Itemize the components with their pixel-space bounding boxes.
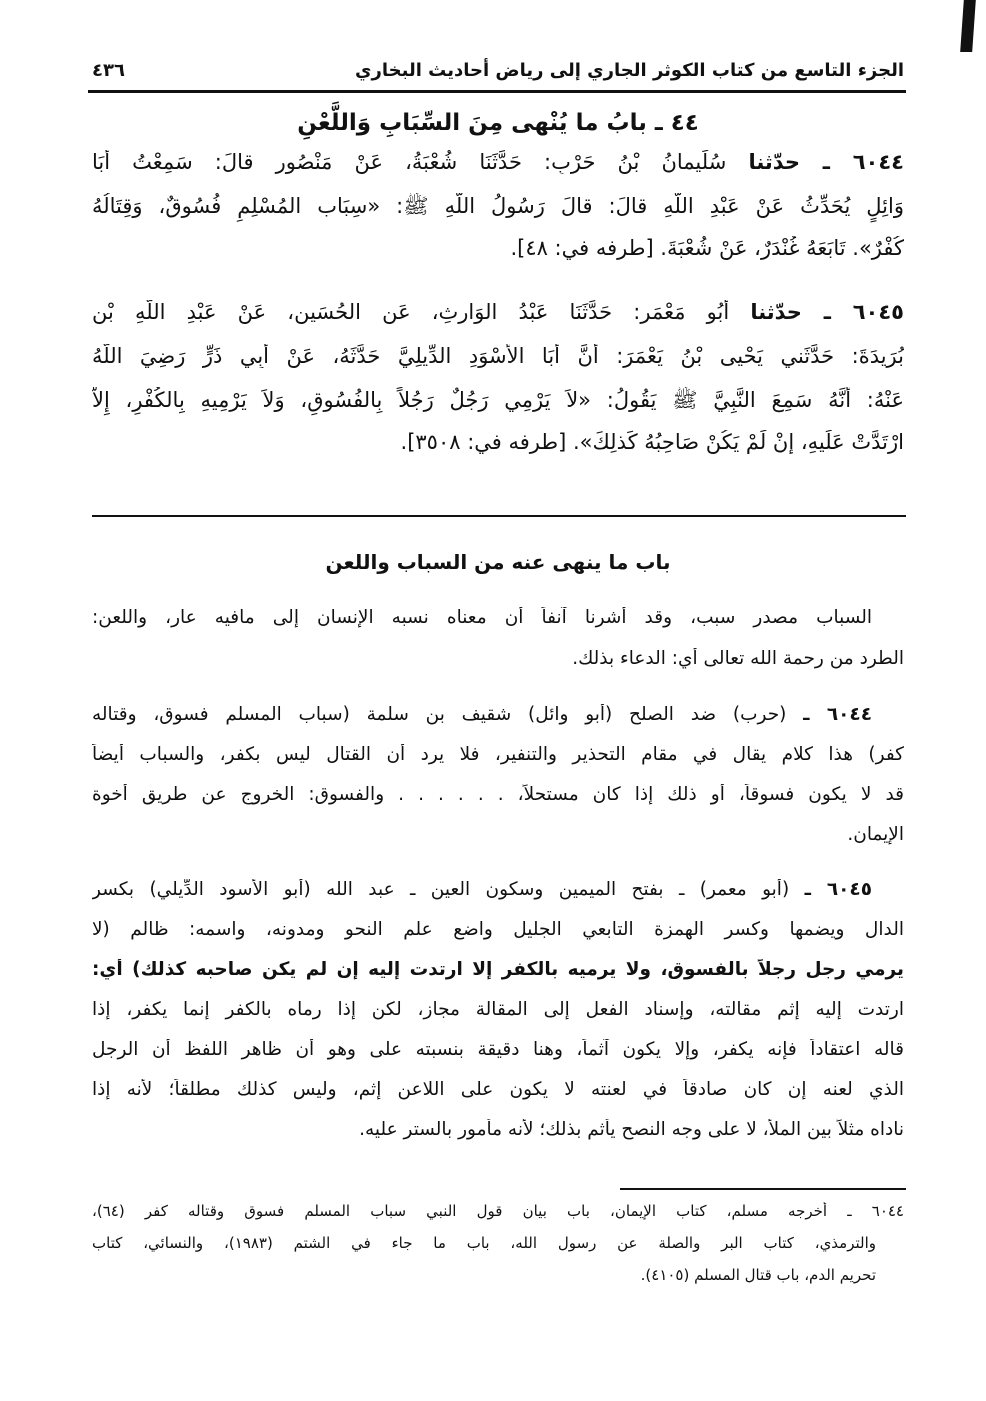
hadith-text: سُلَيمانُ بْنُ حَرْبٍ: حَدَّثَنَا شُعْبَةُ، عَنْ مَنْصُورٍ قالَ: سَمِعْتُ أَبَا xyxy=(92,150,727,174)
hadith-number: ٦٠٤٤ ـ حدّثنا xyxy=(748,150,904,174)
section-divider xyxy=(92,515,906,517)
commentary-number: ٦٠٤٤ ـ xyxy=(803,704,872,725)
commentary-6045-line-5: قاله اعتقاداً فإنه يكفر، وإلا يكون آثماً، وهنا دقيقة بنسبته على وهو أن ظاهر اللفظ أن الرجل xyxy=(92,1039,904,1060)
hadith-number: ٦٠٤٥ ـ حدّثنا xyxy=(750,300,904,324)
footnote-line-1: ٦٠٤٤ ـ أخرجه مسلم، كتاب الإيمان، باب بيان قول النبي سباب المسلم فسوق وقتاله كفر (٦٤)، xyxy=(92,1202,904,1220)
hadith-6044-line-1 xyxy=(92,150,904,174)
footnote-rule xyxy=(620,1188,906,1190)
footnote-line-3: تحريم الدم، باب قتال المسلم (٤١٠٥). xyxy=(640,1266,876,1284)
commentary-intro-line-2: الطرد من رحمة الله تعالى أي: الدعاء بذلك. xyxy=(572,648,904,669)
hadith-6045-line-1 xyxy=(92,300,904,324)
hadith-6045-line-4: ارْتَدَّتْ عَلَيهِ، إِنْ لَمْ يَكُنْ صَاحِبُهُ كَذلِكَ». [طرفه في: ٣٥٠٨]. xyxy=(400,430,904,454)
commentary-6045-line-3: يرمي رجل رجلاً بالفسوق، ولا يرميه بالكفر إلا ارتدت إليه إن لم يكن صاحبه كذلك) أي: xyxy=(92,959,904,980)
hadith-6044-line-3: كُفْرٌ». تَابَعَهُ غُنْدَرٌ، عَنْ شُعْبَةَ. [طرفه في: ٤٨]. xyxy=(510,236,904,260)
commentary-text: (أبو معمر) ـ بفتح الميمين وسكون العين ـ عبد الله (أبو الأسود الدِّيلي) بكسر xyxy=(92,879,790,900)
commentary-number: ٦٠٤٥ ـ xyxy=(804,879,872,900)
page-number: ٤٣٦ xyxy=(92,60,125,81)
chapter-title: ٤٤ ـ بابُ ما يُنْهى مِنَ السِّبَابِ وَاللَّعْنِ xyxy=(297,110,699,136)
commentary-6044-line-1 xyxy=(92,704,872,725)
commentary-6045-line-2: الدال ويضمها وكسر الهمزة التابعي الجليل واضع علم النحو ومدونه، واسمه: ظالم (لا xyxy=(92,919,904,940)
commentary-6045-line-1 xyxy=(92,879,872,900)
commentary-6044-line-3: قد لا يكون فسوقاً، أو ذلك إذا كان مستحلاً، . . . . . . والفسوق: الخروج عن طريق أخوة xyxy=(92,784,904,805)
commentary-text: (حرب) ضد الصلح (أبو وائل) شقيف بن سلمة (سباب المسلم فسوق، وقتاله xyxy=(92,704,787,725)
commentary-6044-line-4: الإيمان. xyxy=(847,824,904,845)
scan-artifact-mark xyxy=(960,0,976,52)
header-rule xyxy=(88,90,906,93)
hadith-6044-line-2: وَائِلٍ يُحَدِّثُ عَنْ عَبْدِ اللّهِ قالَ: قالَ رَسُولُ اللّهِ ﷺ: «سِبَاب المُسْلِمِ فُسُوقٌ، وَقِتَالُهُ xyxy=(92,194,904,218)
hadith-text: أَبُو مَعْمَرٍ: حَدَّثَنَا عَبْدُ الوَارِثِ، عَنِ الحُسَينِ، عَنْ عَبْدِ اللّهِ بْنِ xyxy=(92,300,730,324)
commentary-6044-line-2: كفر) هذا كلام يقال في مقام التحذير والتنفير، فلا يرد أن القتال ليس بكفر، والسباب أيضاً xyxy=(92,744,904,765)
commentary-6045-line-7: ناداه مثلاً بين الملأ، لا على وجه النصح يأثم بذلك؛ لأنه مأمور بالستر عليه. xyxy=(359,1119,904,1140)
hadith-6045-line-3: عَنْهُ: أَنَّهُ سَمِعَ النَّبِيَّ ﷺ يَقُولُ: «لاَ يَرْمِي رَجُلٌ رَجُلاً بِالفُسُوقِ، وَلاَ يَرْمِيهِ بِالكُفْرِ، إِلاَّ xyxy=(92,388,904,412)
commentary-6045-line-4: ارتدت إليه إثم مقالته، وإسناد الفعل إلى المقالة مجاز، لكن إذا رماه بالكفر إنما يكفر، إذا xyxy=(92,999,904,1020)
footnote-line-2: والترمذي، كتاب البر والصلة عن رسول الله، باب ما جاء في الشتم (١٩٨٣)، والنسائي، كتاب xyxy=(92,1234,876,1252)
commentary-title: باب ما ينهى عنه من السباب واللعن xyxy=(325,550,671,574)
commentary-intro-line-1: السباب مصدر سبب، وقد أشرنا آنفاً أن معناه نسبه الإنسان إلى مافيه عار، واللعن: xyxy=(92,607,872,628)
running-header xyxy=(92,60,904,88)
hadith-6045-line-2: بُرَيدَةَ: حَدَّثَني يَحْيى بْنُ يَعْمَرَ: أَنَّ أَبَا الأَسْوَدِ الدِّيلِيَّ حَدَّثَهُ، عَنْ أَبِي ذَرٍّ رَضِيَ اللّهُ xyxy=(92,344,904,368)
commentary-6045-line-6: الذي لعنه إن كان صادقاً في لعنته لا يكون على اللاعن إثم، وليس كذلك مطلقاً؛ لأنه إذا xyxy=(92,1079,904,1100)
running-title: الجزء التاسع من كتاب الكوثر الجاري إلى رياض أحاديث البخاري xyxy=(355,60,904,81)
